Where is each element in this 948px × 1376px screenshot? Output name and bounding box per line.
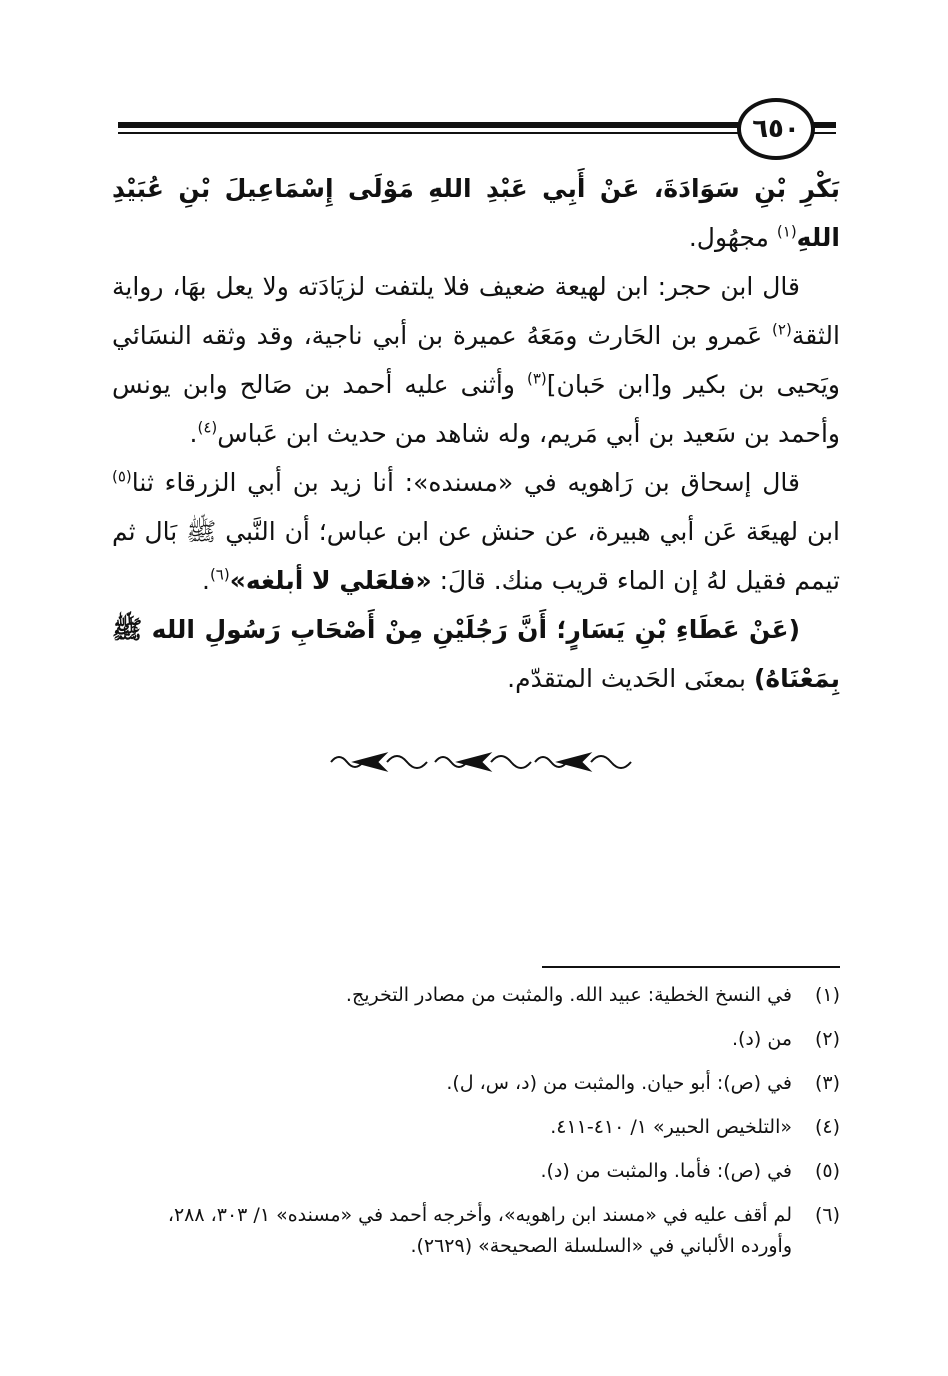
- header-rule: [118, 122, 738, 136]
- footnote-item: [112, 1156, 840, 1187]
- footnote-number: (٤): [814, 1116, 840, 1138]
- paragraph-3-part-a: قال إسحاق بن رَاهويه في «مسنده»: أنا زيد بن أبي الزرقاء ثنا: [131, 468, 800, 497]
- paragraph-1: [112, 164, 840, 262]
- footnote-number: (٦): [814, 1204, 840, 1226]
- footnote-text: في النسخ الخطية: عبيد الله. والمثبت من مصادر التخريج.: [345, 984, 792, 1006]
- hadith-heading: (عَنْ عَطَاءِ بْنِ يَسَارٍ؛ أَنَّ رَجُلَيْنِ مِنْ أَصْحَابِ رَسُولِ الله ﷺ بِمَعْنَاهُ): [112, 615, 840, 693]
- footnote-item: [112, 980, 840, 1011]
- paragraph-3: [112, 458, 840, 605]
- footnote-ref-5: (٥): [112, 467, 132, 486]
- footnote-number: (٣): [814, 1072, 840, 1094]
- ornament-motif-1: [331, 754, 427, 770]
- header-rule-thick: [118, 122, 738, 128]
- footnotes: [112, 980, 840, 1275]
- paragraph-2-part-b: عَمرو بن الحَارث ومَعَهُ عميرة بن أبي ناجية، وقد وثقه النسَائي ويَحيى بن بكير و[ابن حَبان]: [112, 321, 840, 399]
- footnote-item: [112, 1200, 840, 1262]
- footnote-ref-2: (٢): [772, 320, 792, 339]
- ornament-motif-3: [535, 754, 631, 770]
- header-rule-right-thick: [814, 122, 836, 128]
- footnote-item: [112, 1112, 840, 1143]
- main-text: [112, 164, 840, 703]
- footnote-text: من (د).: [731, 1028, 792, 1050]
- paragraph-3-end: .: [201, 566, 210, 595]
- paragraph-4: [112, 605, 840, 703]
- paragraph-1-end: مجهُول.: [688, 223, 777, 252]
- paragraph-2-part-c: وأثنى عليه أحمد بن صَالح وابن يونس وأحمد بن سَعيد بن أبي مَريم، وله شاهد من حديث ابن عَباس: [112, 370, 840, 448]
- footnote-item: [112, 1068, 840, 1099]
- header-rule-right: [814, 122, 836, 136]
- paragraph-2-part-a: قال ابن حجر: ابن لهيعة ضعيف فلا يلتفت لزيَادَته ولا يعل بهَا، رواية الثقة: [112, 272, 840, 350]
- footnote-ref-1: (١): [776, 222, 797, 241]
- hadith-chain: بَكْرِ بْنِ سَوَادَةَ، عَنْ أَبِي عَبْدِ اللهِ مَوْلَى إِسْمَاعِيلَ بْنِ عُبَيْدِ اللهِ: [112, 174, 840, 252]
- footnote-text: في (ص): أبو حيان. والمثبت من (د، س، ل).: [446, 1072, 792, 1094]
- footnote-item: [112, 1024, 840, 1055]
- paragraph-4-end: بمعنَى الحَديث المتقدّم.: [507, 664, 754, 693]
- footnote-number: (٥): [814, 1160, 840, 1182]
- page-number: ٦٥٠: [737, 98, 815, 160]
- quoted-saying: «فلعَلي لا أبلغه»: [229, 566, 432, 595]
- header-rule-thin: [118, 132, 738, 134]
- footnote-number: (٢): [814, 1028, 840, 1050]
- footnote-separator: [542, 966, 840, 968]
- paragraph-2: [112, 262, 840, 458]
- footnote-number: (١): [814, 984, 840, 1006]
- paragraph-2-end: .: [189, 419, 198, 448]
- footnote-ref-6: (٦): [209, 565, 230, 584]
- footnote-ref-3: (٣): [526, 369, 547, 388]
- footnote-text: لم أقف عليه في «مسند ابن راهويه»، وأخرجه أحمد في «مسنده» ١/ ٣٠٣، ٢٨٨، وأورده الألباني في «السلسلة الصحيحة» (٢٦٢٩).: [167, 1204, 792, 1257]
- header-rule-right-thin: [814, 132, 836, 134]
- footnote-text: «التلخيص الحبير» ١/ ٤١٠-٤١١.: [550, 1116, 792, 1138]
- footnote-ref-4: (٤): [197, 418, 218, 437]
- paragraph-3-part-b: ابن لهيعَة عَن أبي هبيرة، عن حنش عن ابن عباس؛ أن النَّبي ﷺ بَال ثم تيمم فقيل لهُ إن الماء قريب منك. قالَ:: [112, 517, 840, 595]
- section-divider-ornament: [325, 744, 635, 778]
- footnote-text: في (ص): فأما. والمثبت من (د).: [540, 1160, 792, 1182]
- ornament-motif-2: [435, 754, 531, 770]
